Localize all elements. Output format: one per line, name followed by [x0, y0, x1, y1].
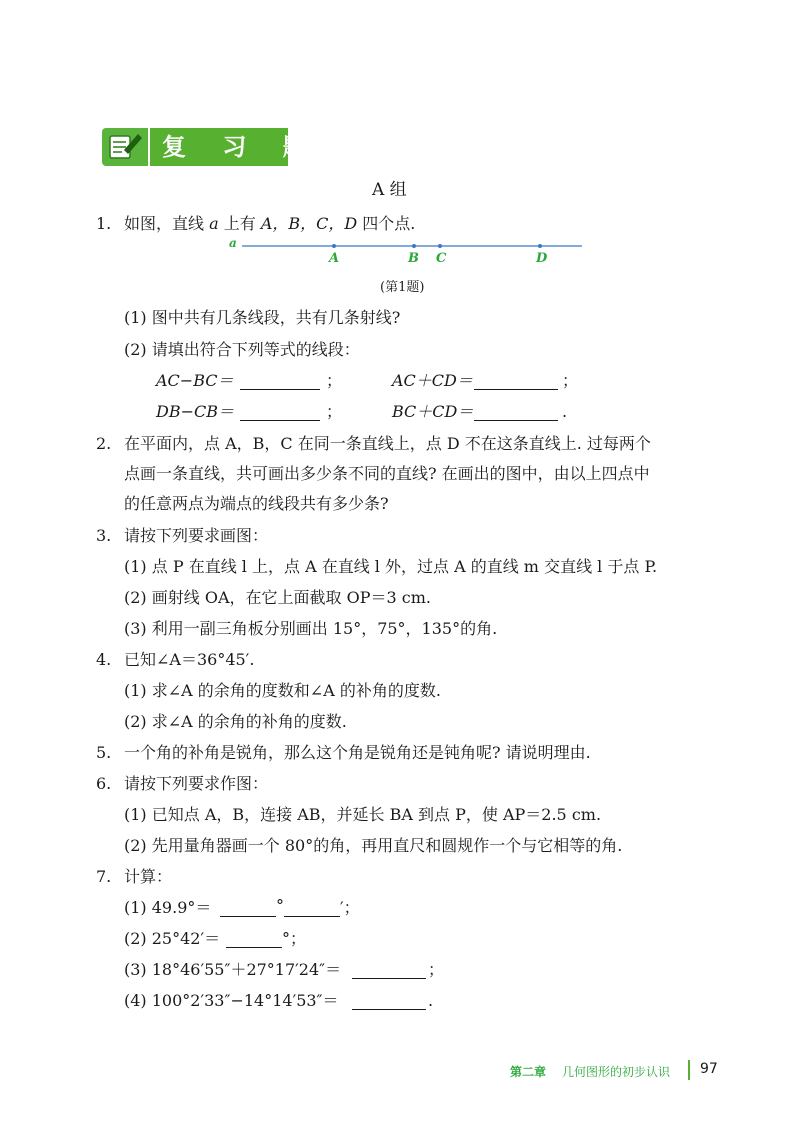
q2-blank[interactable] — [226, 931, 282, 948]
problem-1-text-a: 如图，直线 — [124, 214, 210, 233]
problem-1-q2: (2) 请填出符合下列等式的线段： — [124, 340, 360, 359]
figure-1-label-a: A — [329, 251, 340, 266]
problem-6-number: 6. — [96, 774, 112, 793]
q1-degree-blank[interactable] — [220, 900, 276, 917]
eq-2-blank[interactable] — [474, 373, 558, 390]
eq-3-sep: ； — [326, 402, 343, 421]
q4-blank[interactable] — [352, 993, 426, 1010]
q2-end: °； — [282, 929, 307, 948]
q4-end: . — [428, 991, 434, 1010]
problem-4-text: 已知∠A＝36°45′. — [124, 650, 255, 669]
eq-ac-plus-cd: AC＋CD＝ — [392, 371, 473, 390]
eq-bc-plus-cd: BC＋CD＝ — [392, 402, 474, 421]
q3-end: ； — [428, 960, 445, 979]
problem-6-q2: (2) 先用量角器画一个 80°的角，再用直尺和圆规作一个与它相等的角. — [124, 836, 623, 855]
problem-1-text — [124, 214, 415, 234]
point-a-dot — [332, 244, 336, 248]
problem-3-q1: (1) 点 P 在直线 l 上，点 A 在直线 l 外，过点 A 的直线 m 交直线 l 于点 P. — [124, 557, 658, 576]
problem-1-points: A，B，C，D — [260, 214, 358, 233]
problem-2-line-3: 的任意两点为端点的线段共有多少条? — [124, 494, 389, 513]
problem-1-var-a: a — [209, 214, 219, 233]
problem-4-q2: (2) 求∠A 的余角的补角的度数. — [124, 712, 347, 731]
footer-title: 几何图形的初步认识 — [562, 1065, 671, 1079]
problem-7-q3-label: (3) 18°46′55″＋27°17′24″＝ — [124, 960, 342, 979]
footer-divider — [688, 1060, 690, 1080]
point-d-dot — [538, 244, 542, 248]
eq-4-blank[interactable] — [474, 404, 558, 421]
problem-3-number: 3. — [96, 526, 112, 545]
page-number: 97 — [700, 1061, 718, 1077]
q1-minute-sign: ′； — [340, 898, 360, 917]
eq-3-blank[interactable] — [240, 404, 320, 421]
problem-1-text-b: 上有 — [218, 214, 261, 233]
problem-4-number: 4. — [96, 650, 112, 669]
group-heading: A 组 — [372, 180, 407, 200]
problem-3-text: 请按下列要求画图： — [124, 526, 269, 545]
problem-1-q1: (1) 图中共有几条线段，共有几条射线? — [124, 308, 401, 327]
figure-1-line-label: a — [229, 236, 237, 250]
problem-1-number: 1. — [96, 214, 112, 233]
problem-7-q1-label: (1) 49.9°＝ — [124, 898, 212, 917]
eq-ac-minus-bc: AC−BC＝ — [156, 371, 234, 390]
q3-blank[interactable] — [352, 962, 426, 979]
problem-3-q2: (2) 画射线 OA，在它上面截取 OP＝3 cm. — [124, 588, 431, 607]
problem-4-q1: (1) 求∠A 的余角的度数和∠A 的补角的度数. — [124, 681, 441, 700]
problem-7-q2-label: (2) 25°42′＝ — [124, 929, 221, 948]
eq-2-sep: ； — [562, 371, 579, 390]
problem-2-line-2: 点画一条直线，共可画出多少条不同的直线? 在画出的图中，由以上四点中 — [124, 464, 650, 483]
problem-7-text: 计算： — [124, 867, 173, 886]
figure-1-line — [226, 238, 588, 268]
eq-1-sep: ； — [326, 371, 343, 390]
problem-5-number: 5. — [96, 743, 112, 762]
section-banner — [102, 128, 321, 166]
figure-1-caption: (第1题) — [380, 280, 425, 295]
problem-5-text: 一个角的补角是锐角，那么这个角是锐角还是钝角呢? 请说明理由. — [124, 743, 591, 762]
point-b-dot — [412, 244, 416, 248]
figure-1-label-d: D — [536, 251, 548, 266]
eq-db-minus-cb: DB−CB＝ — [156, 402, 234, 421]
problem-1-text-c: 四个点. — [357, 214, 416, 233]
eq-4-end: . — [562, 402, 568, 421]
problem-3-q3: (3) 利用一副三角板分别画出 15°，75°，135°的角. — [124, 619, 498, 638]
eq-1-blank[interactable] — [240, 373, 320, 390]
problem-7-number: 7. — [96, 867, 112, 886]
problem-7-q4-label: (4) 100°2′33″−14°14′53″＝ — [124, 991, 339, 1010]
footer-chapter: 第二章 — [510, 1065, 547, 1079]
problem-6-q1: (1) 已知点 A，B，连接 AB，并延长 BA 到点 P，使 AP＝2.5 cm. — [124, 805, 602, 824]
figure-1-label-b: B — [408, 251, 419, 266]
problem-2-number: 2. — [96, 434, 112, 453]
figure-1-label-c: C — [436, 251, 447, 266]
q1-minute-blank[interactable] — [284, 900, 340, 917]
problem-6-text: 请按下列要求作图： — [124, 774, 269, 793]
section-title: 复 习 题 — [162, 133, 321, 161]
problem-2-line-1: 在平面内，点 A，B，C 在同一条直线上，点 D 不在这条直线上. 过每两个 — [124, 434, 651, 453]
pencil-note-icon — [102, 128, 148, 166]
point-c-dot — [438, 244, 442, 248]
banner-icon-box — [102, 128, 148, 166]
q1-degree-sign: ° — [276, 896, 284, 915]
